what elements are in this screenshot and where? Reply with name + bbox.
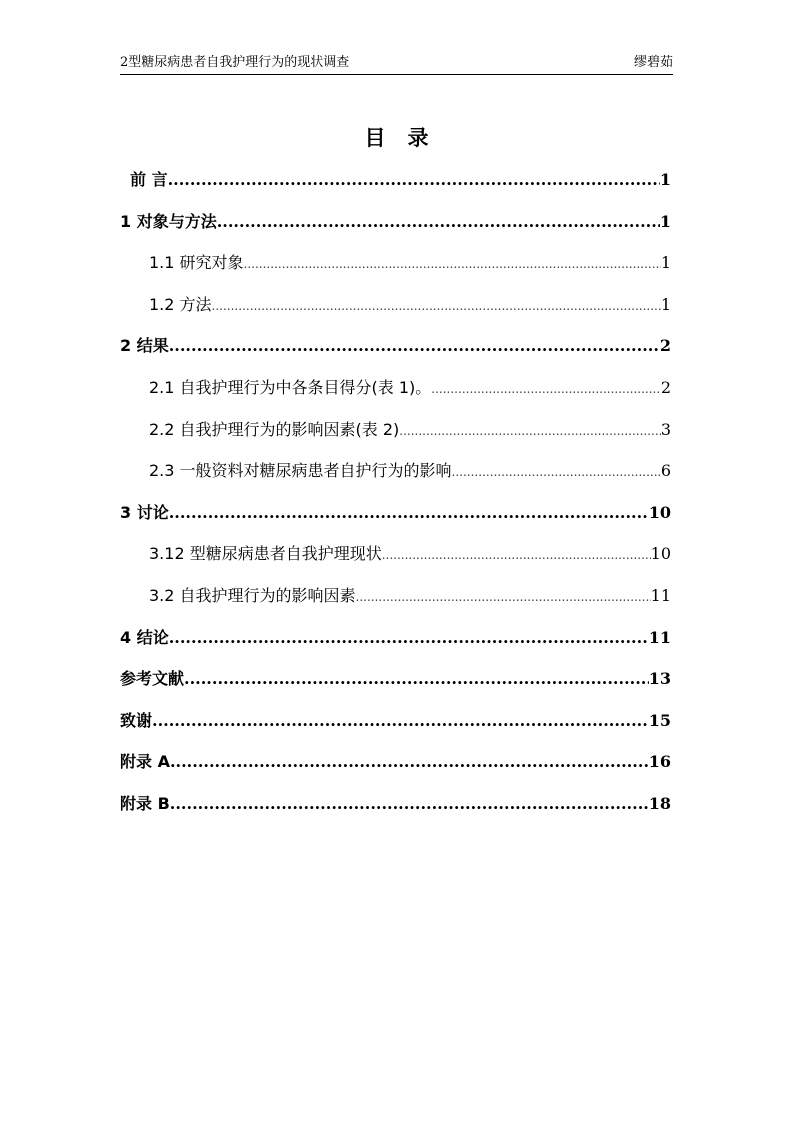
toc-entry-section-2-3[interactable] [120,455,671,497]
toc-entry-label: 4 结论 [120,627,169,647]
toc-entry-label: 1 对象与方法 [120,211,217,231]
toc-leader-dots [170,746,649,778]
toc-entry-page: 10 [650,544,671,564]
toc-entry-appendix-a[interactable] [120,746,671,788]
toc-leader-dots [169,622,649,654]
toc-entry-page: 1 [659,170,671,189]
toc-leader-dots [217,206,660,238]
toc-entry-section-3[interactable] [120,497,671,539]
toc-entry-label: 附录 B [120,793,170,813]
toc-leader-dots [168,164,660,196]
toc-leader-dots [170,788,649,820]
toc-entry-label: 2.2 自我护理行为的影响因素(表 2) [149,419,400,439]
toc-leader-dots [452,456,661,488]
header-author: 缪碧茹 [633,55,673,70]
toc-entry-section-2-2[interactable] [120,414,671,456]
toc-entry-section-4[interactable] [120,622,671,664]
toc-leader-dots [169,497,649,529]
toc-entry-preface[interactable] [120,164,671,206]
toc-leader-dots [382,539,651,571]
toc-entry-label: 3.12 型糖尿病患者自我护理现状 [149,544,382,564]
toc-entry-label: 2.1 自我护理行为中各条目得分(表 1)。 [149,377,432,397]
toc-entry-acknowledgements[interactable] [120,705,671,747]
toc-entry-page: 1 [660,294,671,314]
toc-entry-page: 13 [648,669,671,689]
toc-leader-dots [212,290,661,322]
toc-entry-section-3-2[interactable] [120,580,671,622]
toc-entry-page: 6 [660,461,671,481]
toc-entry-page: 1 [660,253,671,273]
toc-entry-page: 10 [648,502,671,522]
toc-entry-page: 15 [648,710,671,730]
toc-entry-label: 致谢 [120,710,153,730]
toc-entry-section-1-1[interactable] [120,247,671,289]
toc-leader-dots [399,415,661,447]
toc-entry-section-3-1[interactable] [120,538,671,580]
toc-entry-label: 3 讨论 [120,502,169,522]
toc-title: 目录 [364,126,451,150]
toc-entry-label: 2.3 一般资料对糖尿病患者自护行为的影响 [149,461,452,481]
toc-entry-page: 2 [660,377,671,397]
toc-entry-page: 16 [648,752,671,772]
toc-entry-page: 2 [659,336,671,356]
toc-entry-appendix-b[interactable] [120,788,671,830]
toc-leader-dots [244,248,661,280]
toc-entry-page: 18 [648,793,671,813]
toc-entry-page: 11 [650,585,671,605]
table-of-contents [120,164,671,830]
toc-entry-section-1-2[interactable] [120,289,671,331]
toc-entry-label: 2 结果 [120,336,169,356]
toc-entry-page: 1 [659,211,671,231]
toc-entry-label: 附录 A [120,752,170,772]
toc-entry-page: 3 [660,419,671,439]
toc-leader-dots [184,663,649,695]
toc-leader-dots [152,705,649,737]
toc-entry-section-2-1[interactable] [120,372,671,414]
toc-entry-section-2[interactable] [120,330,671,372]
toc-entry-references[interactable] [120,663,671,705]
toc-entry-section-1[interactable] [120,206,671,248]
toc-leader-dots [431,373,661,405]
toc-leader-dots [356,581,651,613]
toc-entry-label: 前 言 [130,170,168,189]
toc-entry-label: 1.2 方法 [149,294,212,314]
header-thesis-title: 2型糖尿病患者自我护理行为的现状调查 [120,55,350,70]
running-header [120,52,673,75]
toc-leader-dots [169,330,660,362]
toc-entry-label: 3.2 自我护理行为的影响因素 [149,585,356,605]
toc-entry-label: 参考文献 [120,669,185,689]
toc-entry-label: 1.1 研究对象 [149,253,244,273]
toc-entry-page: 11 [648,627,671,647]
